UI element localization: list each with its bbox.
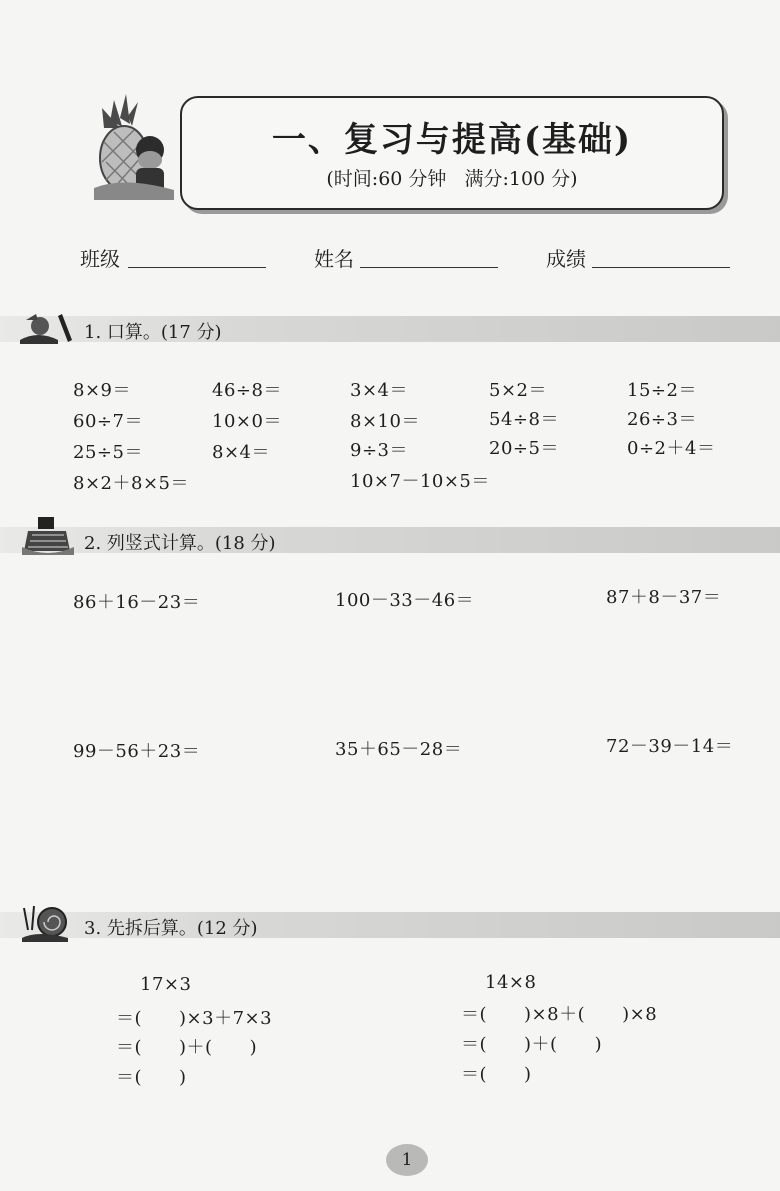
class-field[interactable] <box>128 267 266 268</box>
math-item: ＝( ) <box>116 1067 187 1088</box>
math-item: 86＋16－23＝ <box>73 592 201 613</box>
math-item: 26÷3＝ <box>627 409 697 430</box>
math-item: 17×3 <box>140 974 192 995</box>
grade-field[interactable] <box>592 267 730 268</box>
math-item: 3×4＝ <box>350 380 408 401</box>
time-limit: (时间:60 分钟 <box>326 168 447 190</box>
class-label: 班级 <box>80 247 120 271</box>
math-item: 25÷5＝ <box>73 442 143 463</box>
math-item: 20÷5＝ <box>489 438 559 459</box>
snail-icon <box>18 900 78 944</box>
math-item: ＝( )×8＋( )×8 <box>461 1004 658 1025</box>
math-item: 15÷2＝ <box>627 380 697 401</box>
math-item: 35＋65－28＝ <box>335 739 463 760</box>
section3-header <box>0 912 780 938</box>
math-item: 8×9＝ <box>73 380 131 401</box>
math-item: 54÷8＝ <box>489 409 559 430</box>
math-item: 99－56＋23＝ <box>73 741 201 762</box>
title-box <box>180 96 724 210</box>
page-title: 一、复习与提高(基础) <box>271 120 633 160</box>
full-score: 满分:100 分) <box>464 168 578 190</box>
math-item: 72－39－14＝ <box>606 736 734 757</box>
math-item: 9÷3＝ <box>350 440 408 461</box>
math-item: ＝( )＋( ) <box>116 1037 258 1058</box>
math-item: 100－33－46＝ <box>335 590 475 611</box>
ink-bottle-icon <box>18 517 78 559</box>
math-item: 10×0＝ <box>212 411 282 432</box>
math-item: 8×10＝ <box>350 411 420 432</box>
math-item: 46÷8＝ <box>212 380 282 401</box>
section2-title: 2. 列竖式计算。(18 分) <box>84 533 276 554</box>
math-item: 8×4＝ <box>212 442 270 463</box>
math-item: 10×7－10×5＝ <box>350 471 490 492</box>
math-item: 87＋8－37＝ <box>606 587 722 608</box>
name-field[interactable] <box>360 267 498 268</box>
pineapple-illustration <box>84 92 188 204</box>
page-subtitle <box>182 164 722 191</box>
page-number: 1 <box>386 1144 428 1176</box>
section1-header <box>0 316 780 342</box>
section1-title: 1. 口算。(17 分) <box>84 322 222 343</box>
name-label: 姓名 <box>314 247 354 271</box>
math-item: ＝( )×3＋7×3 <box>116 1008 273 1029</box>
math-item: 14×8 <box>485 972 537 993</box>
math-item: ＝( )＋( ) <box>461 1034 603 1055</box>
grade-label: 成绩 <box>546 247 586 271</box>
math-item: 8×2＋8×5＝ <box>73 473 189 494</box>
math-item: 0÷2＋4＝ <box>627 438 716 459</box>
math-item: ＝( ) <box>461 1064 532 1085</box>
snail-pen-icon <box>18 310 78 346</box>
math-item: 60÷7＝ <box>73 411 143 432</box>
section3-title: 3. 先拆后算。(12 分) <box>84 918 258 939</box>
section2-header <box>0 527 780 553</box>
math-item: 5×2＝ <box>489 380 547 401</box>
